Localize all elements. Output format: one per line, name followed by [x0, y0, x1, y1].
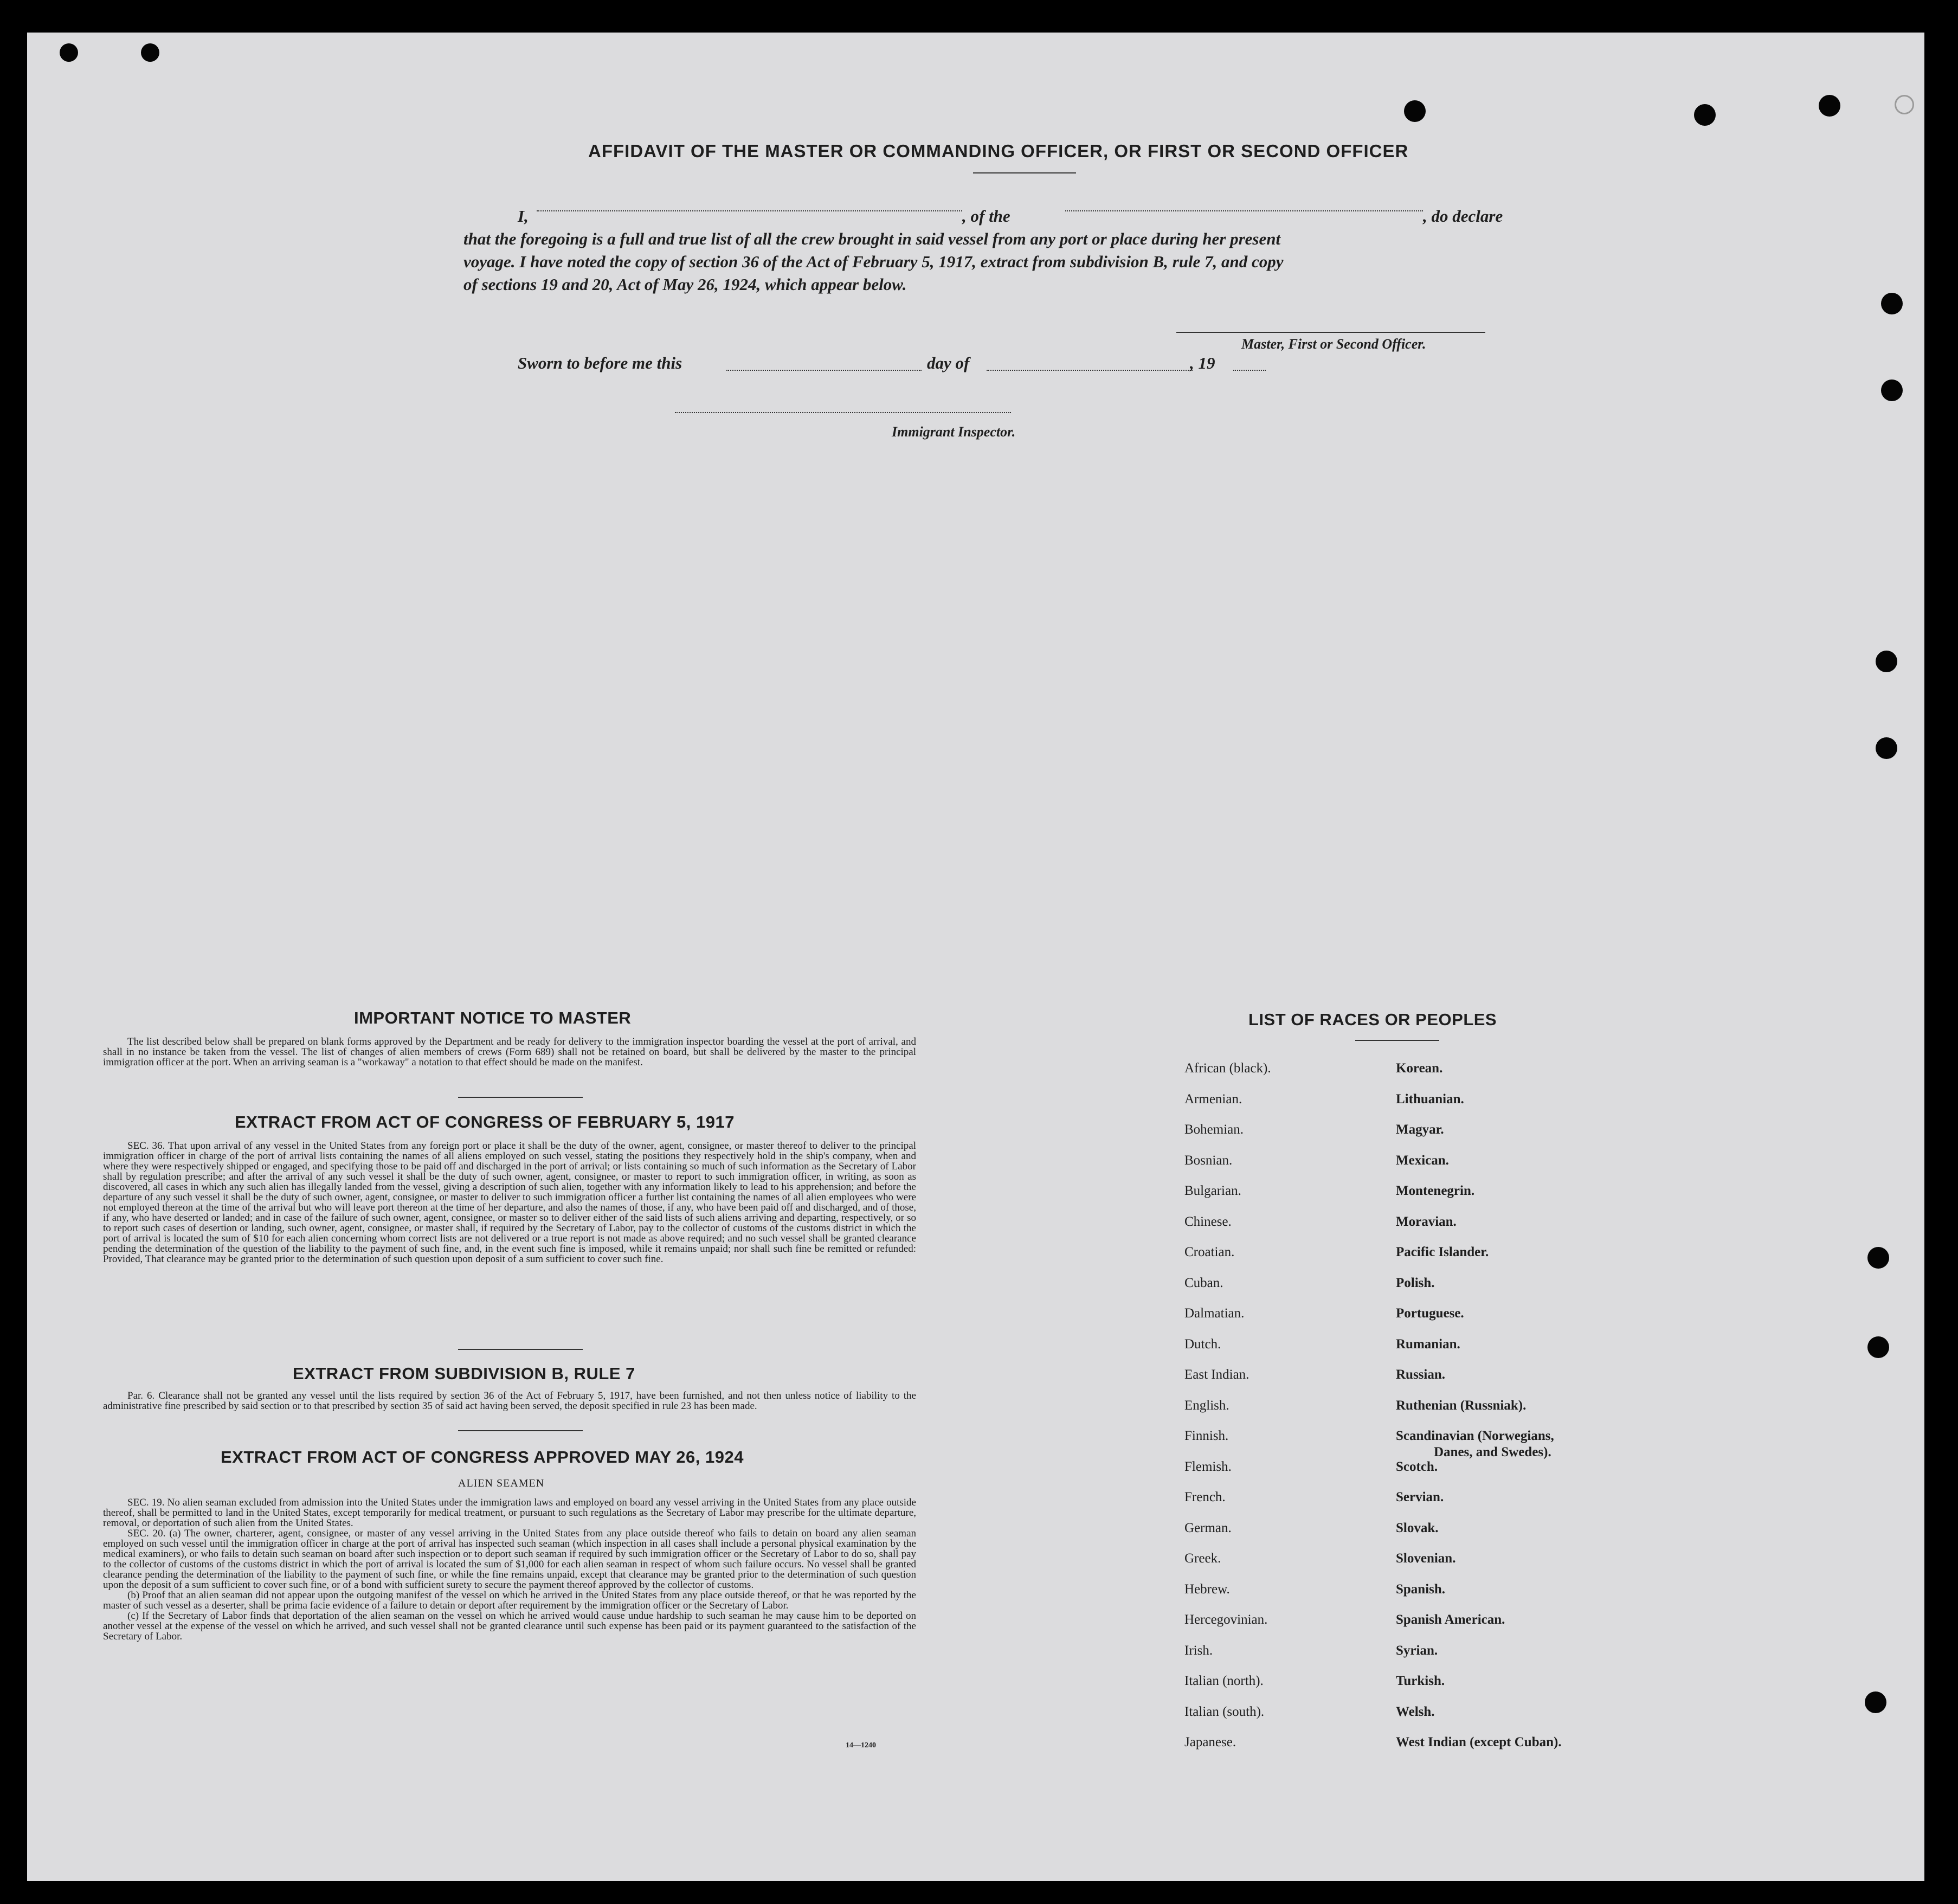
race-item: African (black). — [1184, 1061, 1271, 1076]
race-item: Portuguese. — [1396, 1306, 1464, 1321]
race-item: English. — [1184, 1398, 1229, 1413]
section-divider — [458, 1349, 583, 1350]
extract-1924-text — [103, 1497, 916, 1642]
race-item: Chinese. — [1184, 1214, 1232, 1229]
name-blank — [537, 210, 962, 211]
race-item: Mexican. — [1396, 1153, 1449, 1168]
section-19-paragraph: SEC. 19. No alien seaman excluded from admission into the United States under the immigration laws and employed on board any vessel arriving in the United States from any place outside thereof, shall be permitted to land in the United States, except temporarily for medical treatment, or pursuant to such regulations as the Secretary of Labor may prescribe for the ultimate departure, removal, or deportation of such alien from the United States. — [103, 1497, 916, 1529]
section-divider — [458, 1097, 583, 1098]
race-item: Turkish. — [1396, 1674, 1445, 1688]
race-item: Bosnian. — [1184, 1153, 1233, 1168]
race-item-line: Scandinavian (Norwegians, — [1396, 1429, 1554, 1443]
race-item: Magyar. — [1396, 1122, 1444, 1137]
race-item: Spanish American. — [1396, 1612, 1505, 1627]
race-item: Bulgarian. — [1184, 1183, 1241, 1198]
race-item: Moravian. — [1396, 1214, 1457, 1229]
rule-7-title: EXTRACT FROM SUBDIVISION B, RULE 7 — [293, 1364, 635, 1383]
rule-7-paragraph: Par. 6. Clearance shall not be granted any vessel until the lists required by section 36 of the Act of February 5, 1917, have been furnished, and not then unless notice of liability to the administrative fine prescribed by said section or to that prescribed by section 35 of said act having been served, the deposit specified in rule 23 has been made. — [103, 1390, 916, 1412]
punch-hole — [1867, 1336, 1889, 1358]
sworn-year-label: , 19 — [1190, 353, 1215, 372]
race-item: East Indian. — [1184, 1367, 1249, 1382]
race-item: Armenian. — [1184, 1091, 1242, 1107]
declaration-line-3: voyage. I have noted the copy of section 36 of the Act of February 5, 1917, extract from subdivision B, rule 7, and copy — [463, 252, 1284, 271]
race-item: Cuban. — [1184, 1275, 1223, 1290]
section-36-paragraph: SEC. 36. That upon arrival of any vessel in the United States from any foreign port or place it shall be the duty of the owner, agent, consignee, or master thereof to deliver to the principal immigration officer in charge of the port of arrival lists containing the names of all aliens employed on such vessel, stating the positions they respectively hold in the ship's company, when and where they were respectively shipped or engaged, and specifying those to be paid off and discharged in the port of arrival; or lists containing so much of such information as the Secretary of Labor shall by regulation prescribe; and after the arrival of any such vessel it shall be the duty of such owner, agent, consignee, or master to report to such immigration officer, in writing, as soon as discovered, all cases in which any such alien has illegally landed from the vessel, giving a description of such alien, together with any information likely to lead to his apprehension; and before the departure of any such vessel it shall be the duty of such owner, agent, consignee, or master to deliver to such immigration officer a further list containing the names of all alien employees who were not employed thereon at the time of the arrival but who will leave port thereon at the time of her departure, and also the names of those, if any, who have been paid off and discharged, and of those, if any, who have deserted or landed; and in case of the failure of such owner, agent, consignee, or master so to deliver either of the said lists of such aliens arriving and departing, respectively, or so to report such cases of desertion or landing, such owner, agent, consignee, or master shall, if required by the Secretary of Labor, pay to the collector of customs of the customs district in which the port of arrival is located the sum of $10 for each alien concerning whom correct lists are not delivered or a true report is not made as above required; and no such vessel shall be granted clearance pending the determination of the question of the liability to the payment of such fine, and, in the event such fine is imposed, while it remains unpaid; nor shall such fine be remitted or refunded: Provided, That clearance may be granted prior to the determination of such question upon deposit of a sum sufficient to cover such fine. — [103, 1140, 916, 1265]
inspector-caption: Immigrant Inspector. — [892, 424, 1016, 440]
race-item: Dutch. — [1184, 1336, 1221, 1352]
race-item: Scotch. — [1396, 1459, 1438, 1474]
race-item: German. — [1184, 1520, 1232, 1535]
notice-paragraph: The list described below shall be prepared on blank forms approved by the Department and be ready for delivery to the immigration inspector boarding the vessel at the port of arrival, and shall in no instance be taken from the vessel. The list of changes of alien members of crews (Form 689) shall not be retained on board, but shall be delivered by the master to the principal immigration officer at the port. When an arriving seaman is a "workaway" a notation to that effect should be made on the manifest. — [103, 1036, 916, 1068]
race-item: Syrian. — [1396, 1643, 1438, 1658]
punch-hole — [1819, 95, 1840, 117]
race-item: Hebrew. — [1184, 1581, 1230, 1597]
race-item: Slovenian. — [1396, 1551, 1456, 1566]
race-item: Croatian. — [1184, 1245, 1235, 1259]
extract-1917-title: EXTRACT FROM ACT OF CONGRESS OF FEBRUARY 5, 1917 — [235, 1112, 735, 1131]
section-divider — [458, 1430, 583, 1431]
race-item: Russian. — [1396, 1367, 1446, 1382]
declaration-i: I, — [518, 207, 529, 226]
sworn-month-blank — [987, 370, 1193, 371]
affidavit-declaration — [463, 205, 1521, 296]
race-item: Bohemian. — [1184, 1122, 1244, 1137]
form-number: 14—1240 — [846, 1741, 876, 1749]
master-signature-line — [1176, 332, 1485, 333]
punch-hole — [1876, 737, 1897, 759]
document-sheet — [27, 33, 1924, 1881]
declaration-of: , of the — [962, 207, 1010, 226]
punch-hole — [1867, 1247, 1889, 1269]
punch-hole — [1404, 100, 1426, 122]
race-item: Rumanian. — [1396, 1336, 1460, 1352]
section-20b-paragraph: (b) Proof that an alien seaman did not appear upon the outgoing manifest of the vessel on which he arrived in the United States from any place outside thereof, or that he was reported by the master of such vessel as a deserter, shall be prima facie evidence of a failure to detain or deport after requirement by the immigration officer or the Secretary of Labor. — [103, 1590, 916, 1611]
race-item: Lithuanian. — [1396, 1091, 1464, 1107]
sworn-day-label: day of — [927, 353, 970, 372]
race-item: West Indian (except Cuban). — [1396, 1735, 1562, 1749]
races-title-rule — [1355, 1040, 1439, 1041]
race-item: Hercegovinian. — [1184, 1612, 1268, 1627]
race-item: Welsh. — [1396, 1704, 1435, 1719]
race-item: Montenegrin. — [1396, 1183, 1475, 1198]
races-title: LIST OF RACES OR PEOPLES — [1248, 1010, 1497, 1029]
race-item: Finnish. — [1184, 1429, 1229, 1443]
declaration-line-2: that the foregoing is a full and true list of all the crew brought in said vessel from any port or place during her present — [463, 229, 1281, 248]
race-item: Irish. — [1184, 1643, 1213, 1658]
race-item: Polish. — [1396, 1275, 1435, 1290]
race-item: Spanish. — [1396, 1581, 1446, 1597]
race-item: Flemish. — [1184, 1459, 1232, 1474]
vessel-blank — [1065, 210, 1423, 211]
declaration-line-4: of sections 19 and 20, Act of May 26, 1924, which appear below. — [463, 275, 907, 294]
declaration-declare: , do declare — [1423, 207, 1503, 226]
race-item-continuation: Danes, and Swedes). — [1434, 1445, 1551, 1459]
notice-text — [103, 1037, 916, 1067]
race-item: Slovak. — [1396, 1520, 1439, 1535]
race-item: Korean. — [1396, 1061, 1443, 1076]
inspector-signature-line — [675, 412, 1011, 413]
race-item: Ruthenian (Russniak). — [1396, 1398, 1527, 1413]
notice-title: IMPORTANT NOTICE TO MASTER — [354, 1008, 632, 1027]
races-left-column — [1184, 1060, 1271, 1765]
sworn-prefix: Sworn to before me this — [518, 353, 682, 372]
sworn-day-blank — [726, 370, 922, 371]
punch-hole — [1881, 379, 1903, 401]
race-item: French. — [1184, 1490, 1226, 1504]
race-item-scandinavian — [1396, 1428, 1562, 1459]
race-item: Italian (north). — [1184, 1674, 1264, 1688]
punch-hole — [1895, 95, 1914, 114]
section-20a-paragraph: SEC. 20. (a) The owner, charterer, agent, consignee, or master of any vessel arriving in the United States from any place outside thereof who fails to detain on board any alien seaman employed on such vessel until the immigration officer in charge at the port of arrival has inspected such seaman (which inspection in all cases shall include a personal physical examination by the medical examiners), or who fails to detain such seaman on board after such inspection or to deport such seaman if required by such immigration officer or the Secretary of Labor to do so, shall pay to the collector of customs of the customs district in which the port of arrival is located the sum of $1,000 for each alien seaman in respect of whom such failure occurs. No vessel shall be granted clearance pending the determination of the liability to the payment of such fine, or while the fine remains unpaid, except that clearance may be granted prior to the determination of such question upon the deposit of a sum sufficient to cover such fine, or of a bond with sufficient surety to secure the payment thereof approved by the collector of customs. — [103, 1528, 916, 1591]
extract-1924-title: EXTRACT FROM ACT OF CONGRESS APPROVED MAY 26, 1924 — [221, 1448, 744, 1466]
race-item: Italian (south). — [1184, 1704, 1265, 1719]
race-item: Servian. — [1396, 1490, 1444, 1504]
punch-hole — [60, 43, 78, 62]
title-rule — [973, 172, 1076, 173]
punch-hole — [1881, 293, 1903, 314]
punch-hole — [141, 43, 159, 62]
punch-hole — [1865, 1691, 1886, 1713]
extract-1917-text — [103, 1141, 916, 1264]
master-caption: Master, First or Second Officer. — [1241, 336, 1426, 352]
race-item: Dalmatian. — [1184, 1306, 1245, 1321]
punch-hole — [1876, 651, 1897, 672]
sworn-year-blank — [1233, 370, 1266, 371]
affidavit-title: AFFIDAVIT OF THE MASTER OR COMMANDING OFFICER, OR FIRST OR SECOND OFFICER — [588, 141, 1409, 161]
race-item: Greek. — [1184, 1551, 1221, 1566]
section-20c-paragraph: (c) If the Secretary of Labor finds that deportation of the alien seaman on the vessel on which he arrived would cause undue hardship to such seaman he may cause him to be deported on another vessel at the expense of the vessel on which he arrived, and such vessel shall not be granted clearance until such expense has been paid or its payment guaranteed to the satisfaction of the Secretary of Labor. — [103, 1610, 916, 1642]
alien-seamen-subtitle: ALIEN SEAMEN — [458, 1477, 545, 1489]
race-item: Pacific Islander. — [1396, 1245, 1489, 1259]
races-right-column — [1396, 1060, 1562, 1765]
punch-hole — [1694, 104, 1716, 126]
rule-7-text — [103, 1391, 916, 1411]
race-item: Japanese. — [1184, 1735, 1236, 1749]
